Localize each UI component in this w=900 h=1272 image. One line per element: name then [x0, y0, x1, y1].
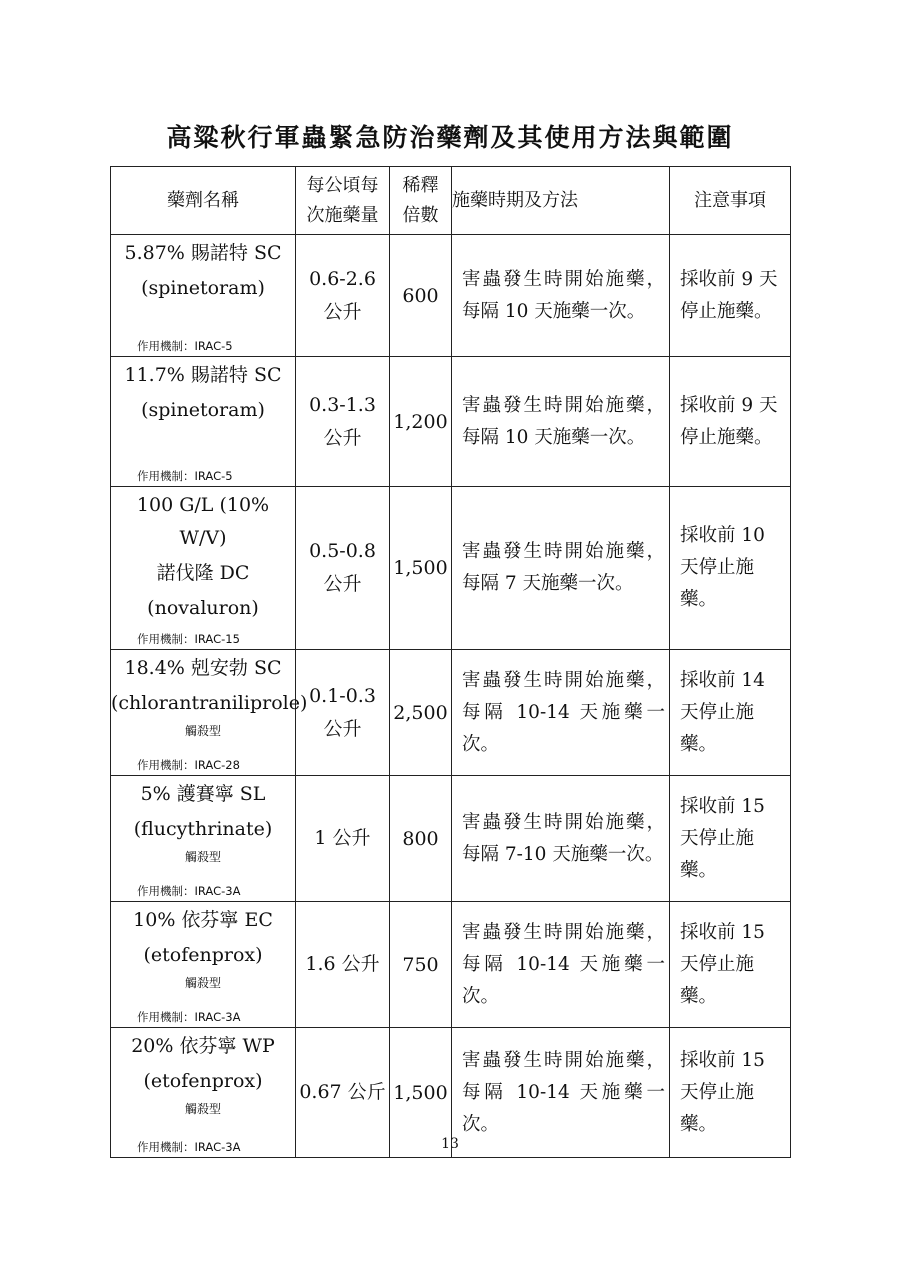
note-cell: 採收前 15 天停止施藥。	[670, 1028, 791, 1158]
dose-cell	[296, 650, 390, 776]
pesticide-name-cell	[111, 357, 296, 487]
table-body	[111, 235, 791, 1158]
pesticide-name-cell	[111, 235, 296, 357]
table-row	[111, 487, 791, 650]
pesticide-table	[110, 166, 791, 1158]
action-type: 觸殺型	[184, 850, 221, 864]
dilution-cell: 1,500	[390, 487, 452, 650]
header-dose-line1: 每公頃每	[306, 174, 379, 196]
mode-of-action: 作用機制：IRAC-28	[137, 758, 240, 772]
pesticide-name-line2: (etofenprox)	[143, 944, 263, 966]
note-cell: 採收前 15 天停止施藥。	[670, 902, 791, 1028]
dose-line1: 0.6-2.6	[309, 267, 376, 290]
dose-line1: 1 公升	[314, 827, 371, 849]
pesticide-name-line1: 11.7% 賜諾特 SC	[124, 364, 282, 386]
mode-of-action: 作用機制：IRAC-3A	[137, 884, 241, 898]
pesticide-name-line2: (spinetoram)	[141, 277, 265, 299]
table-header-row	[111, 167, 791, 235]
pesticide-name-line1: 20% 依芬寧 WP	[131, 1035, 275, 1057]
header-dose	[296, 167, 390, 235]
dose-line1: 1.6 公升	[305, 953, 380, 975]
page-number: 13	[441, 1136, 459, 1152]
mode-of-action: 作用機制：IRAC-5	[137, 339, 233, 353]
header-dose-line2: 次施藥量	[306, 204, 379, 226]
method-cell: 害蟲發生時開始施藥，每隔 10-14 天施藥一次。	[452, 1028, 670, 1158]
pesticide-name-line1: 100 G/L (10% W/V)	[136, 494, 270, 549]
method-cell: 害蟲發生時開始施藥，每隔 10-14 天施藥一次。	[452, 650, 670, 776]
dilution-cell: 800	[390, 776, 452, 902]
header-dilution-line1: 稀釋	[402, 174, 439, 196]
method-cell: 害蟲發生時開始施藥，每隔 7-10 天施藥一次。	[452, 776, 670, 902]
note-cell: 採收前 15 天停止施藥。	[670, 776, 791, 902]
document-title: 高粱秋行軍蟲緊急防治藥劑及其使用方法與範圍	[166, 123, 734, 152]
pesticide-name-cell	[111, 902, 296, 1028]
action-type: 觸殺型	[184, 976, 221, 990]
mode-of-action: 作用機制：IRAC-15	[137, 632, 240, 646]
dose-cell	[296, 357, 390, 487]
table-row	[111, 650, 791, 776]
pesticide-name-line2: (spinetoram)	[141, 399, 265, 421]
method-cell: 害蟲發生時開始施藥，每隔 10 天施藥一次。	[452, 235, 670, 357]
method-cell: 害蟲發生時開始施藥，每隔 10-14 天施藥一次。	[452, 902, 670, 1028]
pesticide-name-line3: (novaluron)	[147, 597, 259, 619]
dose-cell	[296, 487, 390, 650]
dilution-cell: 1,500	[390, 1028, 452, 1158]
pesticide-name-line2: (flucythrinate)	[133, 818, 273, 840]
dose-line2: 公升	[323, 717, 362, 740]
dilution-cell: 600	[390, 235, 452, 357]
dose-cell	[296, 902, 390, 1028]
pesticide-name-cell	[111, 776, 296, 902]
header-dilution-line2: 倍數	[402, 204, 439, 226]
pesticide-name-line2: (chlorantraniliprole)	[111, 692, 308, 714]
mode-of-action: 作用機制：IRAC-5	[137, 469, 233, 483]
note-cell: 採收前 14 天停止施藥。	[670, 650, 791, 776]
pesticide-name-cell	[111, 487, 296, 650]
header-name: 藥劑名稱	[111, 167, 296, 235]
table-row	[111, 902, 791, 1028]
mode-of-action: 作用機制：IRAC-3A	[137, 1140, 241, 1154]
header-method: 施藥時期及方法	[452, 167, 670, 235]
pesticide-name-cell	[111, 650, 308, 776]
pesticide-name-line1: 18.4% 剋安勃 SC	[124, 657, 282, 679]
pesticide-name-line2: 諾伐隆 DC	[156, 562, 250, 584]
header-note: 注意事項	[670, 167, 791, 235]
dilution-cell: 750	[390, 902, 452, 1028]
dose-line2: 公升	[323, 300, 362, 323]
pesticide-name-line2: (etofenprox)	[143, 1070, 263, 1092]
dose-line1: 0.3-1.3	[309, 393, 376, 416]
table-row	[111, 235, 791, 357]
dilution-cell: 1,200	[390, 357, 452, 487]
header-dilution	[390, 167, 452, 235]
dose-line2: 公升	[323, 573, 362, 595]
note-cell: 採收前 9 天停止施藥。	[670, 235, 791, 357]
method-cell: 害蟲發生時開始施藥，每隔 7 天施藥一次。	[452, 487, 670, 650]
mode-of-action: 作用機制：IRAC-3A	[137, 1010, 241, 1024]
pesticide-name-line1: 10% 依芬寧 EC	[133, 909, 273, 931]
dose-cell	[296, 235, 390, 357]
action-type: 觸殺型	[184, 1102, 221, 1116]
method-cell: 害蟲發生時開始施藥，每隔 10 天施藥一次。	[452, 357, 670, 487]
table-row	[111, 357, 791, 487]
action-type: 觸殺型	[184, 724, 221, 738]
note-cell: 採收前 10 天停止施藥。	[670, 487, 791, 650]
pesticide-name-line1: 5% 護賽寧 SL	[140, 783, 266, 805]
dose-line2: 公升	[323, 426, 362, 449]
dose-cell	[296, 776, 390, 902]
pesticide-name-line1: 5.87% 賜諾特 SC	[124, 242, 282, 264]
dose-line1: 0.1-0.3	[309, 684, 376, 707]
dose-line1: 0.67 公斤	[299, 1081, 386, 1103]
dose-line1: 0.5-0.8	[309, 540, 376, 562]
note-cell: 採收前 9 天停止施藥。	[670, 357, 791, 487]
table-row	[111, 776, 791, 902]
dilution-cell: 2,500	[390, 650, 452, 776]
